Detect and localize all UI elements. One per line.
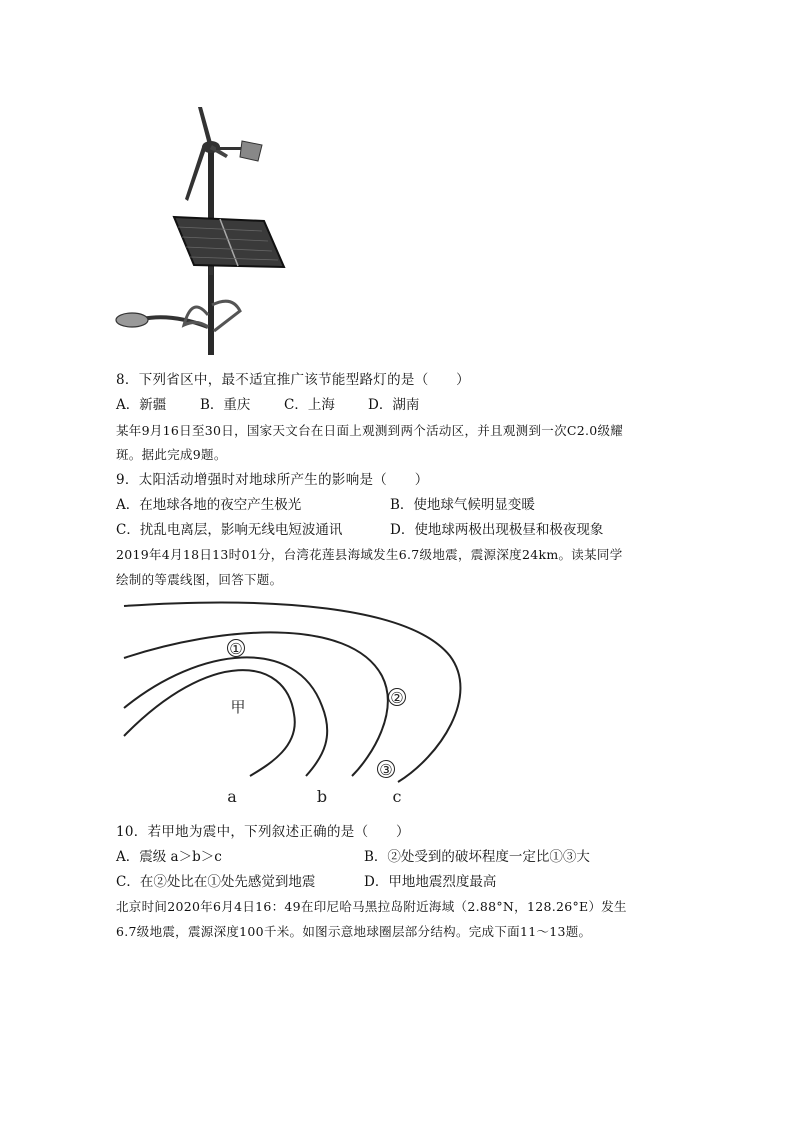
q8-option-d: D．湖南 xyxy=(368,397,420,413)
q9-option-a: A．在地球各地的夜空产生极光 xyxy=(116,497,302,513)
q8-option-b: B．重庆 xyxy=(200,397,251,413)
question-9-stem: 9．太阳活动增强时对地球所产生的影响是（ ） xyxy=(116,472,429,488)
region-label-3: ③ xyxy=(379,761,393,779)
curve-label-c: c xyxy=(392,787,402,806)
q10-option-b: B．②处受到的破坏程度一定比①③大 xyxy=(364,849,590,865)
q10-option-c: C．在②处比在①处先感觉到地震 xyxy=(116,874,316,890)
question-8-options xyxy=(116,396,419,414)
q8-option-a: A．新疆 xyxy=(116,397,167,413)
isoline-a xyxy=(124,670,295,776)
taiwan-passage-line-2: 绘制的等震线图，回答下题。 xyxy=(116,572,283,587)
solar-passage-line-2: 斑。据此完成9题。 xyxy=(116,447,227,462)
indonesia-passage-line-2: 6.7级地震，震源深度100千米。如图示意地球圈层部分结构。完成下面11～13题。 xyxy=(116,924,592,939)
solar-passage-line-1: 某年9月16日至30日，国家天文台在日面上观测到两个活动区，并且观测到一次C2.0级耀 xyxy=(116,423,624,438)
q9-option-b: B．使地球气候明显变暖 xyxy=(390,497,535,513)
region-label-1: ① xyxy=(229,640,243,658)
isoline-c xyxy=(124,632,388,776)
q9-option-d: D．使地球两极出现极昼和极夜现象 xyxy=(390,522,604,538)
indonesia-passage-line-1: 北京时间2020年6月4日16：49在印尼哈马黑拉岛附近海域（2.88°N，128.26°E）发生 xyxy=(116,899,627,914)
q8-option-c: C．上海 xyxy=(284,397,335,413)
region-label-2: ② xyxy=(390,689,404,707)
q10-option-a: A．震级 a＞b＞c xyxy=(116,849,222,865)
isoline-b xyxy=(124,657,327,776)
isoseismal-map xyxy=(110,596,480,811)
taiwan-passage-line-1: 2019年4月18日13时01分，台湾花莲县海域发生6.7级地震，震源深度24km。读某同学 xyxy=(116,547,623,562)
solar-wind-streetlight-figure xyxy=(112,105,292,355)
question-10-options-row-2 xyxy=(116,873,496,891)
center-label: 甲 xyxy=(230,698,246,716)
question-9-options-row-1 xyxy=(116,496,535,514)
question-8-stem: 8．下列省区中，最不适宜推广该节能型路灯的是（ ） xyxy=(116,372,470,388)
q10-option-d: D．甲地地震烈度最高 xyxy=(364,874,497,890)
curve-label-b: b xyxy=(316,787,328,806)
q9-option-c: C．扰乱电离层，影响无线电短波通讯 xyxy=(116,522,343,538)
curve-label-a: a xyxy=(227,787,237,806)
question-9-options-row-2 xyxy=(116,521,603,539)
question-10-options-row-1 xyxy=(116,848,590,866)
isoline-outer xyxy=(124,603,460,782)
question-10-stem: 10．若甲地为震中，下列叙述正确的是（ ） xyxy=(116,824,410,840)
